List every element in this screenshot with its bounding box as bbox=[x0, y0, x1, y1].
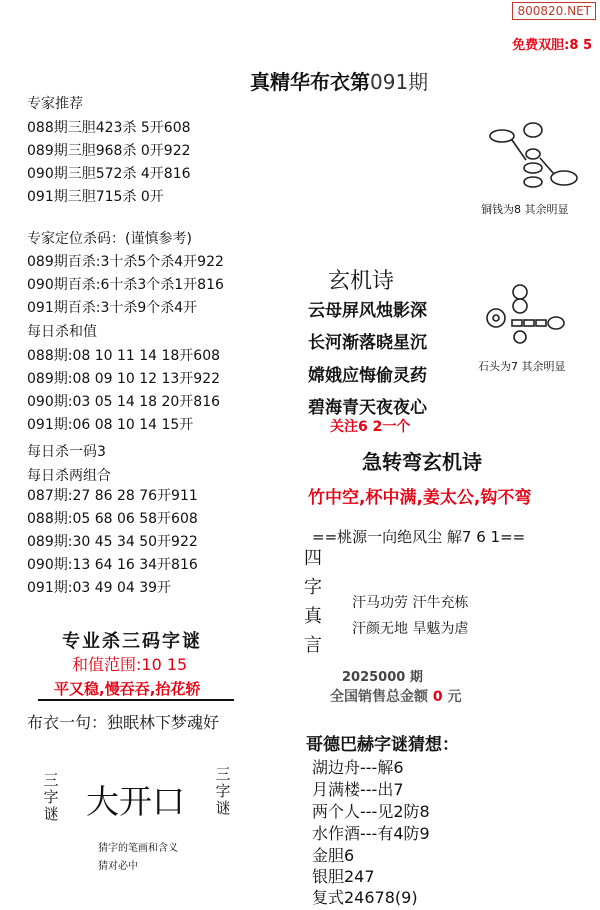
expert-rec-line: 090期三胆572杀 4开816 bbox=[27, 166, 191, 182]
position-kill-line: 090期百杀:6十杀3个杀1开816 bbox=[27, 277, 224, 293]
goldbach-line: 复式24678(9) bbox=[312, 888, 418, 907]
riddle-note: 猜对必中 bbox=[98, 861, 138, 872]
title-name: 真精华布衣第 bbox=[250, 70, 370, 94]
riddle-center: 大开口 bbox=[86, 782, 185, 821]
daily-sum-heading: 每日杀和值 bbox=[27, 324, 97, 340]
sharp-turn-title: 急转弯玄机诗 bbox=[362, 450, 482, 474]
riddle-note: 猜字的笔画和含义 bbox=[98, 843, 178, 854]
daily-sum-line: 091期:06 08 10 14 15开 bbox=[27, 417, 194, 433]
daily-two-heading: 每日杀两组合 bbox=[27, 468, 111, 484]
position-kill-heading: 专家定位杀码：(谨慎参考) bbox=[27, 231, 192, 247]
expert-rec-line: 089期三胆968杀 0开922 bbox=[27, 143, 191, 159]
buyi-sentence: 布衣一句：独眠林下梦魂好 bbox=[27, 713, 220, 732]
daily-two-line: 090期:13 64 16 34开816 bbox=[27, 557, 198, 573]
sales-period: 2025000 期 bbox=[342, 670, 423, 685]
coin-picture-icon bbox=[488, 118, 584, 198]
sales-total bbox=[330, 686, 462, 706]
daily-two-line: 088期:05 68 06 58开608 bbox=[27, 511, 198, 527]
peach-line: ==桃源一向绝风尘 解7 6 1== bbox=[312, 528, 526, 546]
focus-note: 关注6 2一个 bbox=[330, 419, 411, 435]
position-kill-line: 089期百杀:3十杀5个杀4开922 bbox=[27, 254, 224, 270]
three-char-label-right: 三字谜 bbox=[215, 765, 231, 817]
four-char-row: 汗颜无地 旱魃为虐 bbox=[352, 621, 469, 637]
four-char-vertical-char: 字 bbox=[304, 577, 322, 598]
page-title bbox=[250, 66, 428, 95]
sum-range: 和值范围:10 15 bbox=[72, 655, 188, 674]
goldbach-line: 湖边舟---解6 bbox=[312, 758, 404, 777]
daily-sum-line: 089期:08 09 10 12 13开922 bbox=[27, 371, 221, 387]
goldbach-line: 金胆6 bbox=[312, 846, 355, 865]
free-pair: 免费双胆:8 5 bbox=[512, 38, 592, 53]
mystic-poem-title: 玄机诗 bbox=[328, 269, 395, 294]
three-char-label-left: 三字谜 bbox=[43, 771, 59, 823]
mystic-poem-line: 云母屏风烛影深 bbox=[308, 301, 427, 321]
position-kill-line: 091期百杀:3十杀9个杀4开 bbox=[27, 300, 198, 316]
coin-caption: 铜钱为8 其余明显 bbox=[481, 203, 569, 216]
four-char-vertical-char: 四 bbox=[304, 548, 322, 569]
mystic-poem-line: 嫦娥应悔偷灵药 bbox=[308, 366, 427, 386]
divider bbox=[38, 699, 234, 701]
daily-one-code: 每日杀一码3 bbox=[27, 444, 106, 460]
stone-picture-icon bbox=[482, 282, 572, 346]
pro-riddle-heading: 专业杀三码字谜 bbox=[62, 631, 202, 652]
sales-amount: 0 bbox=[432, 689, 443, 705]
title-issue: 091期 bbox=[370, 70, 429, 94]
goldbach-line: 月满楼---出7 bbox=[312, 780, 404, 799]
four-char-row: 汗马功劳 汗牛充栋 bbox=[352, 595, 469, 611]
sales-label: 全国销售总金额 bbox=[330, 689, 428, 705]
four-char-vertical-char: 言 bbox=[304, 635, 322, 656]
stone-caption: 石头为7 其余明显 bbox=[478, 360, 566, 373]
daily-two-line: 087期:27 86 28 76开911 bbox=[27, 488, 198, 504]
goldbach-line: 水作酒---有4防9 bbox=[312, 824, 430, 843]
sales-unit: 元 bbox=[447, 689, 462, 705]
expert-rec-line: 091期三胆715杀 0开 bbox=[27, 189, 164, 205]
riddle-phrase: 平又稳,慢吞吞,抬花轿 bbox=[54, 680, 201, 698]
goldbach-line: 两个人---见2防8 bbox=[312, 802, 430, 821]
goldbach-line: 银胆247 bbox=[312, 867, 375, 886]
daily-two-line: 089期:30 45 34 50开922 bbox=[27, 534, 198, 550]
goldbach-heading: 哥德巴赫字谜猜想： bbox=[306, 735, 459, 755]
daily-two-line: 091期:03 49 04 39开 bbox=[27, 580, 172, 596]
four-char-vertical bbox=[302, 544, 324, 660]
expert-rec-line: 088期三胆423杀 5开608 bbox=[27, 120, 191, 136]
daily-sum-line: 090期:03 05 14 18 20开816 bbox=[27, 394, 221, 410]
sharp-turn-line: 竹中空,杯中满,姜太公,钩不弯 bbox=[308, 488, 532, 508]
mystic-poem-line: 长河渐落晓星沉 bbox=[308, 333, 427, 353]
site-badge[interactable]: 800820.NET bbox=[512, 2, 596, 20]
expert-rec-heading: 专家推荐 bbox=[27, 96, 83, 112]
four-char-vertical-char: 真 bbox=[304, 606, 322, 627]
mystic-poem-line: 碧海青天夜夜心 bbox=[308, 398, 427, 418]
daily-sum-line: 088期:08 10 11 14 18开608 bbox=[27, 348, 221, 364]
